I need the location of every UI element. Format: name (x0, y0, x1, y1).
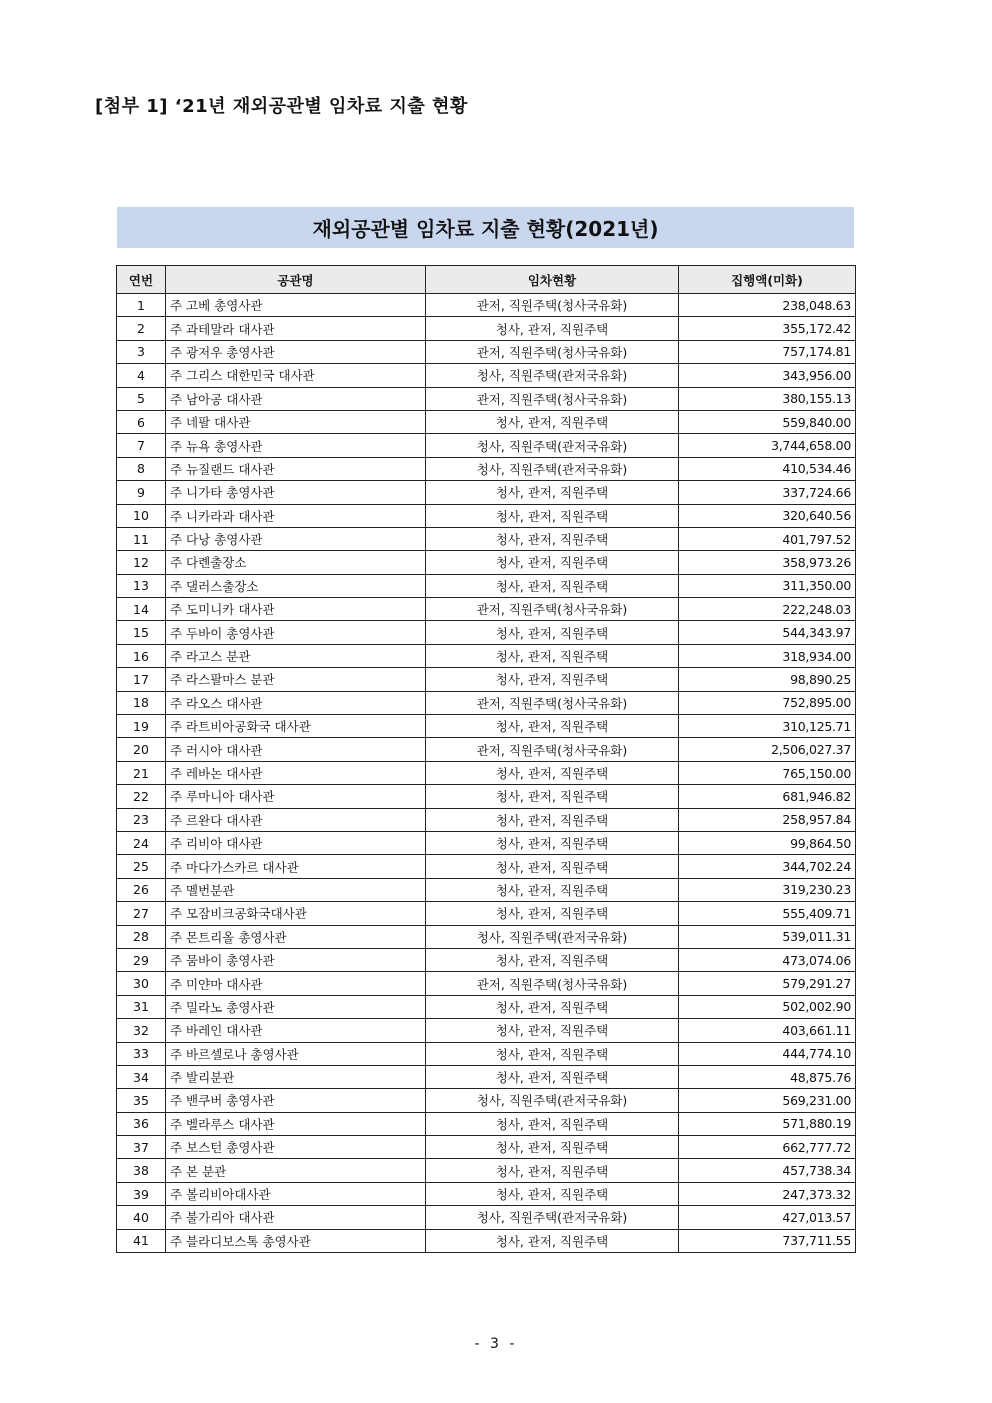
table-row (117, 551, 856, 574)
cell-mission-name: 주 벨라루스 대사관 (166, 1112, 426, 1135)
cell-mission-name: 주 레바논 대사관 (166, 761, 426, 784)
cell-mission-name: 주 네팔 대사관 (166, 410, 426, 433)
page-number: - 3 - (474, 1336, 518, 1352)
cell-lease-status: 청사, 관저, 직원주택 (426, 995, 679, 1018)
table-row (117, 387, 856, 410)
cell-amount: 757,174.81 (679, 340, 856, 363)
cell-amount: 3,744,658.00 (679, 434, 856, 457)
cell-lease-status: 관저, 직원주택(청사국유화) (426, 738, 679, 761)
cell-mission-name: 주 바레인 대사관 (166, 1019, 426, 1042)
header-lease-status: 임차현황 (426, 266, 679, 294)
table-row (117, 925, 856, 948)
cell-amount: 258,957.84 (679, 808, 856, 831)
cell-lease-status: 청사, 관저, 직원주택 (426, 1112, 679, 1135)
cell-mission-name: 주 발리분관 (166, 1065, 426, 1088)
cell-amount: 457,738.34 (679, 1159, 856, 1182)
cell-amount: 98,890.25 (679, 668, 856, 691)
cell-mission-name: 주 밴쿠버 총영사관 (166, 1089, 426, 1112)
cell-amount: 311,350.00 (679, 574, 856, 597)
cell-lease-status: 청사, 관저, 직원주택 (426, 715, 679, 738)
cell-no: 13 (117, 574, 166, 597)
table-row (117, 808, 856, 831)
cell-mission-name: 주 두바이 총영사관 (166, 621, 426, 644)
cell-lease-status: 청사, 관저, 직원주택 (426, 878, 679, 901)
table-row (117, 434, 856, 457)
cell-mission-name: 주 리비아 대사관 (166, 831, 426, 854)
cell-amount: 318,934.00 (679, 644, 856, 667)
table-row (117, 504, 856, 527)
table-row (117, 598, 856, 621)
table-row (117, 644, 856, 667)
table-body (117, 294, 856, 1253)
cell-lease-status: 청사, 관저, 직원주택 (426, 481, 679, 504)
cell-amount: 662,777.72 (679, 1136, 856, 1159)
cell-amount: 681,946.82 (679, 785, 856, 808)
cell-mission-name: 주 멜번분관 (166, 878, 426, 901)
cell-lease-status: 청사, 관저, 직원주택 (426, 808, 679, 831)
cell-mission-name: 주 볼리비아대사관 (166, 1182, 426, 1205)
cell-amount: 320,640.56 (679, 504, 856, 527)
cell-lease-status: 청사, 관저, 직원주택 (426, 1019, 679, 1042)
table-row (117, 1206, 856, 1229)
cell-amount: 358,973.26 (679, 551, 856, 574)
cell-no: 24 (117, 831, 166, 854)
table-row (117, 457, 856, 480)
cell-amount: 2,506,027.37 (679, 738, 856, 761)
table-row (117, 1042, 856, 1065)
cell-lease-status: 청사, 관저, 직원주택 (426, 644, 679, 667)
cell-mission-name: 주 미얀마 대사관 (166, 972, 426, 995)
cell-no: 4 (117, 364, 166, 387)
cell-no: 15 (117, 621, 166, 644)
cell-mission-name: 주 도미니카 대사관 (166, 598, 426, 621)
cell-amount: 559,840.00 (679, 410, 856, 433)
cell-no: 9 (117, 481, 166, 504)
table-row (117, 761, 856, 784)
cell-no: 27 (117, 902, 166, 925)
cell-no: 22 (117, 785, 166, 808)
header-mission-name: 공관명 (166, 266, 426, 294)
cell-mission-name: 주 라고스 분관 (166, 644, 426, 667)
cell-lease-status: 청사, 관저, 직원주택 (426, 831, 679, 854)
cell-lease-status: 청사, 직원주택(관저국유화) (426, 457, 679, 480)
header-amount: 집행액(미화) (679, 266, 856, 294)
table-row (117, 738, 856, 761)
cell-no: 35 (117, 1089, 166, 1112)
table-title: 재외공관별 임차료 지출 현황(2021년) (312, 217, 659, 241)
cell-amount: 380,155.13 (679, 387, 856, 410)
cell-lease-status: 청사, 관저, 직원주택 (426, 1159, 679, 1182)
table-row (117, 902, 856, 925)
cell-lease-status: 청사, 직원주택(관저국유화) (426, 1089, 679, 1112)
cell-amount: 247,373.32 (679, 1182, 856, 1205)
table-row (117, 715, 856, 738)
cell-amount: 344,702.24 (679, 855, 856, 878)
cell-mission-name: 주 밀라노 총영사관 (166, 995, 426, 1018)
cell-no: 32 (117, 1019, 166, 1042)
cell-no: 29 (117, 948, 166, 971)
cell-lease-status: 청사, 관저, 직원주택 (426, 761, 679, 784)
table-row (117, 1112, 856, 1135)
cell-amount: 99,864.50 (679, 831, 856, 854)
cell-mission-name: 주 과테말라 대사관 (166, 317, 426, 340)
cell-mission-name: 주 마다가스카르 대사관 (166, 855, 426, 878)
cell-mission-name: 주 본 분관 (166, 1159, 426, 1182)
cell-amount: 222,248.03 (679, 598, 856, 621)
cell-mission-name: 주 라스팔마스 분관 (166, 668, 426, 691)
cell-no: 38 (117, 1159, 166, 1182)
cell-lease-status: 청사, 직원주택(관저국유화) (426, 434, 679, 457)
cell-lease-status: 청사, 관저, 직원주택 (426, 504, 679, 527)
cell-amount: 238,048.63 (679, 294, 856, 317)
cell-lease-status: 관저, 직원주택(청사국유화) (426, 598, 679, 621)
cell-no: 12 (117, 551, 166, 574)
cell-lease-status: 청사, 직원주택(관저국유화) (426, 1206, 679, 1229)
cell-amount: 355,172.42 (679, 317, 856, 340)
header-no: 연번 (117, 266, 166, 294)
table-row (117, 948, 856, 971)
table-row (117, 878, 856, 901)
table-row (117, 574, 856, 597)
cell-no: 34 (117, 1065, 166, 1088)
table-row (117, 855, 856, 878)
cell-mission-name: 주 몬트리올 총영사관 (166, 925, 426, 948)
cell-mission-name: 주 블라디보스톡 총영사관 (166, 1229, 426, 1252)
cell-mission-name: 주 고베 총영사관 (166, 294, 426, 317)
cell-lease-status: 관저, 직원주택(청사국유화) (426, 294, 679, 317)
cell-mission-name: 주 라오스 대사관 (166, 691, 426, 714)
cell-lease-status: 청사, 직원주택(관저국유화) (426, 925, 679, 948)
table-row (117, 831, 856, 854)
table-row (117, 1229, 856, 1252)
cell-amount: 737,711.55 (679, 1229, 856, 1252)
cell-no: 16 (117, 644, 166, 667)
cell-no: 2 (117, 317, 166, 340)
cell-no: 39 (117, 1182, 166, 1205)
cell-mission-name: 주 니카라과 대사관 (166, 504, 426, 527)
cell-amount: 752,895.00 (679, 691, 856, 714)
cell-lease-status: 청사, 관저, 직원주택 (426, 574, 679, 597)
cell-no: 28 (117, 925, 166, 948)
cell-no: 18 (117, 691, 166, 714)
cell-mission-name: 주 바르셀로나 총영사관 (166, 1042, 426, 1065)
cell-lease-status: 청사, 관저, 직원주택 (426, 855, 679, 878)
cell-no: 10 (117, 504, 166, 527)
cell-no: 23 (117, 808, 166, 831)
cell-lease-status: 관저, 직원주택(청사국유화) (426, 387, 679, 410)
cell-mission-name: 주 러시아 대사관 (166, 738, 426, 761)
table-row (117, 317, 856, 340)
table-row (117, 294, 856, 317)
cell-no: 25 (117, 855, 166, 878)
cell-lease-status: 청사, 직원주택(관저국유화) (426, 364, 679, 387)
cell-no: 21 (117, 761, 166, 784)
cell-lease-status: 청사, 관저, 직원주택 (426, 668, 679, 691)
cell-no: 40 (117, 1206, 166, 1229)
cell-no: 7 (117, 434, 166, 457)
cell-lease-status: 청사, 관저, 직원주택 (426, 1042, 679, 1065)
cell-lease-status: 관저, 직원주택(청사국유화) (426, 972, 679, 995)
table-row (117, 972, 856, 995)
cell-lease-status: 청사, 관저, 직원주택 (426, 1136, 679, 1159)
table-row (117, 1136, 856, 1159)
cell-lease-status: 청사, 관저, 직원주택 (426, 1065, 679, 1088)
cell-amount: 310,125.71 (679, 715, 856, 738)
cell-lease-status: 청사, 관저, 직원주택 (426, 785, 679, 808)
cell-lease-status: 청사, 관저, 직원주택 (426, 621, 679, 644)
cell-no: 36 (117, 1112, 166, 1135)
table-row (117, 481, 856, 504)
cell-no: 14 (117, 598, 166, 621)
cell-mission-name: 주 불가리아 대사관 (166, 1206, 426, 1229)
table-row (117, 527, 856, 550)
cell-lease-status: 관저, 직원주택(청사국유화) (426, 340, 679, 363)
table-row (117, 340, 856, 363)
cell-amount: 544,343.97 (679, 621, 856, 644)
table-header-row (117, 266, 856, 294)
table-row (117, 1182, 856, 1205)
cell-lease-status: 청사, 관저, 직원주택 (426, 551, 679, 574)
cell-no: 33 (117, 1042, 166, 1065)
table-row (117, 1089, 856, 1112)
cell-mission-name: 주 다낭 총영사관 (166, 527, 426, 550)
cell-lease-status: 청사, 관저, 직원주택 (426, 948, 679, 971)
cell-mission-name: 주 남아공 대사관 (166, 387, 426, 410)
cell-no: 17 (117, 668, 166, 691)
cell-lease-status: 청사, 관저, 직원주택 (426, 902, 679, 925)
cell-amount: 48,875.76 (679, 1065, 856, 1088)
cell-lease-status: 청사, 관저, 직원주택 (426, 1182, 679, 1205)
table-row (117, 410, 856, 433)
table-row (117, 668, 856, 691)
cell-mission-name: 주 광저우 총영사관 (166, 340, 426, 363)
cell-mission-name: 주 뉴욕 총영사관 (166, 434, 426, 457)
cell-no: 5 (117, 387, 166, 410)
cell-no: 8 (117, 457, 166, 480)
cell-lease-status: 청사, 관저, 직원주택 (426, 527, 679, 550)
cell-mission-name: 주 댈러스출장소 (166, 574, 426, 597)
cell-amount: 337,724.66 (679, 481, 856, 504)
cell-amount: 579,291.27 (679, 972, 856, 995)
table-title-banner (117, 207, 854, 248)
cell-mission-name: 주 르완다 대사관 (166, 808, 426, 831)
cell-lease-status: 청사, 관저, 직원주택 (426, 317, 679, 340)
table-row (117, 1019, 856, 1042)
cell-amount: 343,956.00 (679, 364, 856, 387)
cell-amount: 473,074.06 (679, 948, 856, 971)
table-row (117, 364, 856, 387)
cell-mission-name: 주 라트비아공화국 대사관 (166, 715, 426, 738)
cell-mission-name: 주 모잠비크공화국대사관 (166, 902, 426, 925)
cell-amount: 539,011.31 (679, 925, 856, 948)
table-row (117, 1065, 856, 1088)
cell-lease-status: 청사, 관저, 직원주택 (426, 410, 679, 433)
cell-lease-status: 청사, 관저, 직원주택 (426, 1229, 679, 1252)
cell-amount: 410,534.46 (679, 457, 856, 480)
cell-mission-name: 주 루마니아 대사관 (166, 785, 426, 808)
cell-amount: 403,661.11 (679, 1019, 856, 1042)
cell-amount: 569,231.00 (679, 1089, 856, 1112)
cell-no: 30 (117, 972, 166, 995)
cell-no: 37 (117, 1136, 166, 1159)
cell-no: 31 (117, 995, 166, 1018)
cell-amount: 765,150.00 (679, 761, 856, 784)
table-row (117, 1159, 856, 1182)
cell-amount: 319,230.23 (679, 878, 856, 901)
cell-amount: 427,013.57 (679, 1206, 856, 1229)
cell-no: 26 (117, 878, 166, 901)
cell-lease-status: 관저, 직원주택(청사국유화) (426, 691, 679, 714)
cell-no: 6 (117, 410, 166, 433)
attachment-title: [첨부 1] ‘21년 재외공관별 임차료 지출 현황 (95, 96, 468, 117)
cell-amount: 401,797.52 (679, 527, 856, 550)
cell-amount: 571,880.19 (679, 1112, 856, 1135)
cell-mission-name: 주 보스턴 총영사관 (166, 1136, 426, 1159)
cell-mission-name: 주 니가타 총영사관 (166, 481, 426, 504)
cell-no: 3 (117, 340, 166, 363)
table-row (117, 691, 856, 714)
cell-no: 1 (117, 294, 166, 317)
table-row (117, 621, 856, 644)
cell-mission-name: 주 뉴질랜드 대사관 (166, 457, 426, 480)
table-row (117, 785, 856, 808)
cell-no: 19 (117, 715, 166, 738)
table-row (117, 995, 856, 1018)
cell-amount: 502,002.90 (679, 995, 856, 1018)
cell-no: 20 (117, 738, 166, 761)
rent-expense-table (116, 265, 856, 1253)
cell-mission-name: 주 그리스 대한민국 대사관 (166, 364, 426, 387)
cell-amount: 444,774.10 (679, 1042, 856, 1065)
cell-mission-name: 주 뭄바이 총영사관 (166, 948, 426, 971)
cell-mission-name: 주 다롄출장소 (166, 551, 426, 574)
cell-no: 41 (117, 1229, 166, 1252)
cell-amount: 555,409.71 (679, 902, 856, 925)
cell-no: 11 (117, 527, 166, 550)
